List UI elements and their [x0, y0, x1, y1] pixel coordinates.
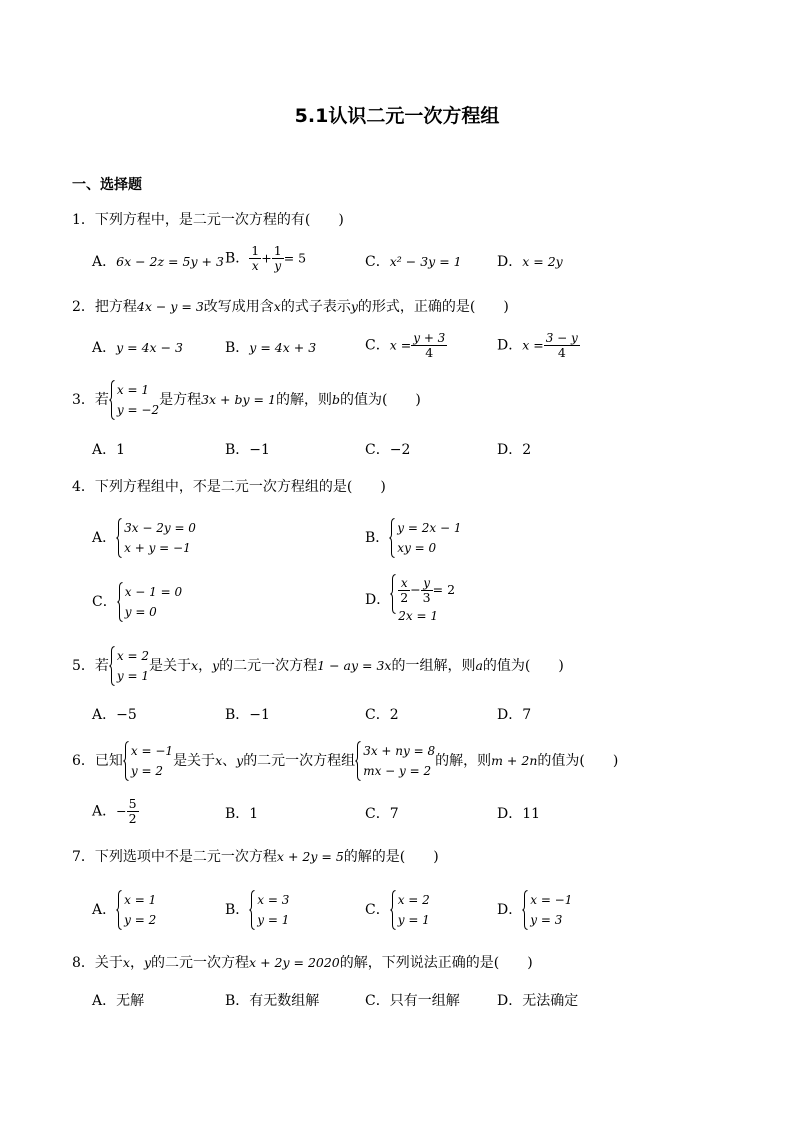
question-8-stem: 8．关于x，y的二元一次方程x + 2y = 2020的解，下列说法正确的是( ): [72, 955, 533, 971]
option-expression: y = 4x − 3: [116, 340, 183, 355]
equation-system: x = 2 y = 1: [390, 890, 430, 930]
question-5-stem: 5．若 x = 2 y = 1 是关于x，y的二元一次方程1 − ay = 3x的一组解，则a的值为( ): [72, 646, 564, 686]
equation-system: y = 2x − 1 xy = 0: [389, 518, 461, 558]
question-5-option-c[interactable]: C．2: [365, 707, 399, 723]
question-1-stem: 1．下列方程中，是二元一次方程的有( ): [72, 212, 344, 228]
fraction: $\frac{5}{2}$: [128, 796, 137, 826]
question-5-option-b[interactable]: B．−1: [225, 707, 270, 723]
minus-sign: −: [116, 803, 127, 819]
equation-lhs: x =: [522, 337, 544, 353]
left-brace-icon: [117, 582, 123, 622]
question-6-option-b[interactable]: B．1: [225, 806, 259, 822]
option-label: A．: [92, 803, 117, 820]
option-label: C．: [365, 337, 390, 354]
left-brace-icon: [249, 890, 255, 930]
question-3-option-a[interactable]: A．1: [92, 442, 126, 458]
option-label: C．: [365, 902, 390, 918]
question-4-option-d[interactable]: [365, 574, 455, 626]
equation-system: x = 2 y = 1: [109, 646, 149, 686]
question-7-option-c[interactable]: [365, 890, 430, 930]
fraction: $\frac{1}{y}$: [273, 243, 282, 273]
plus-sign: +: [261, 250, 272, 266]
fraction: $\frac{1}{x}$: [251, 243, 260, 273]
equation-system: x = −1 y = 2: [123, 741, 173, 781]
question-7-option-b[interactable]: [225, 890, 289, 930]
variable: x: [273, 299, 281, 314]
equation: x + 2y = 2020: [249, 955, 340, 970]
equation: x + 2y = 5: [276, 849, 344, 864]
equation: 4x − y = 3: [136, 299, 204, 314]
equation-system: x − 1 = 0 y = 0: [117, 582, 182, 622]
equation-system: x = 1 y = −2: [109, 380, 159, 420]
question-1-option-b[interactable]: [225, 244, 306, 273]
question-7-option-d[interactable]: [497, 890, 572, 930]
equation-system: x = −1 y = 3: [522, 890, 572, 930]
option-label: D．: [497, 337, 523, 354]
left-brace-icon: [522, 890, 528, 930]
left-brace-icon: [109, 380, 115, 420]
question-3-stem: 3．若 x = 1 y = −2 是方程3x + by = 1的解，则b的值为( ): [72, 380, 421, 420]
left-brace-icon: [109, 646, 115, 686]
question-3-option-d[interactable]: D．2: [497, 442, 532, 458]
variable: b: [331, 391, 340, 407]
option-label: B．: [225, 250, 250, 267]
question-5-option-d[interactable]: D．7: [497, 707, 532, 723]
question-5-option-a[interactable]: A．−5: [92, 707, 137, 723]
equation-system: $\frac{x}{2}$ − $\frac{y}{3}$ = 2 2x = 1: [390, 574, 455, 626]
option-label: A．: [92, 254, 117, 270]
equation-system: 3x + ny = 8 mx − y = 2: [355, 741, 435, 781]
question-3-option-b[interactable]: B．−1: [225, 442, 270, 458]
section-heading: 一、选择题: [72, 177, 142, 193]
question-6-option-c[interactable]: C．7: [365, 806, 399, 822]
option-label: B．: [365, 530, 390, 546]
question-7-stem: 7．下列选项中不是二元一次方程x + 2y = 5的解的是( ): [72, 849, 439, 865]
equation-system: 3x − 2y = 0 x + y = −1: [116, 518, 196, 558]
option-label: B．: [225, 340, 250, 356]
option-expression: x = 2y: [522, 254, 563, 269]
left-brace-icon: [355, 741, 361, 781]
option-label: A．: [92, 340, 117, 356]
left-brace-icon: [389, 518, 395, 558]
option-expression: y = 4x + 3: [249, 340, 317, 355]
question-2-option-d[interactable]: [497, 331, 580, 360]
equation-system: x = 1 y = 2: [116, 890, 156, 930]
option-label: C．: [365, 254, 390, 270]
question-7-option-a[interactable]: [92, 890, 156, 930]
option-expression: x² − 3y = 1: [389, 254, 462, 269]
question-1-option-a[interactable]: [92, 255, 224, 269]
question-6-option-d[interactable]: D．11: [497, 806, 541, 822]
option-expression: 6x − 2z = 5y + 3: [116, 254, 224, 269]
question-8-option-a[interactable]: A．无解: [92, 993, 145, 1009]
fraction: $\frac{3 - y}{4}$: [545, 331, 578, 360]
question-4-option-c[interactable]: [92, 582, 182, 622]
fraction: $\frac{y + 3}{4}$: [413, 331, 446, 360]
question-2-option-c[interactable]: [365, 331, 447, 360]
equation-rhs: = 5: [283, 250, 307, 266]
question-1-option-c[interactable]: [365, 255, 462, 269]
option-label: D．: [497, 902, 523, 918]
left-brace-icon: [390, 574, 396, 614]
option-label: A．: [92, 530, 117, 546]
question-3-option-c[interactable]: C．−2: [365, 442, 411, 458]
expression: m + 2n: [491, 752, 538, 768]
question-8-option-b[interactable]: B．有无数组解: [225, 993, 320, 1009]
left-brace-icon: [116, 890, 122, 930]
question-8-option-c[interactable]: C．只有一组解: [365, 993, 460, 1009]
option-label: D．: [365, 592, 391, 608]
question-6-stem: 6．已知 x = −1 y = 2 是关于x、y的二元一次方程组 3x + ny = 8 mx − y = 2 的解，则m + 2n的值为( ): [72, 741, 618, 781]
option-label: A．: [92, 902, 117, 918]
option-label: B．: [225, 902, 250, 918]
equation-lhs: x =: [389, 337, 412, 353]
question-2-option-b[interactable]: [225, 341, 316, 355]
fraction: $\frac{x}{2}$: [400, 576, 409, 605]
option-label: C．: [92, 594, 117, 610]
question-2-stem: 2．把方程4x − y = 3改写成用含x的式子表示y的形式，正确的是( ): [72, 299, 509, 315]
option-label: D．: [497, 254, 523, 270]
question-1-option-d[interactable]: [497, 255, 563, 269]
fraction: $\frac{y}{3}$: [422, 576, 431, 605]
left-brace-icon: [123, 741, 129, 781]
question-2-option-a[interactable]: [92, 341, 183, 355]
question-4-option-a[interactable]: [92, 518, 196, 558]
equation: 3x + by = 1: [201, 391, 276, 407]
question-4-option-b[interactable]: [365, 518, 461, 558]
left-brace-icon: [116, 518, 122, 558]
question-8-option-d[interactable]: D．无法确定: [497, 993, 579, 1009]
question-6-option-a[interactable]: [92, 797, 139, 826]
question-4-stem: 4．下列方程组中，不是二元一次方程组的是( ): [72, 479, 386, 495]
page-title: 5.1认识二元一次方程组: [294, 105, 500, 127]
left-brace-icon: [390, 890, 396, 930]
variable: y: [350, 299, 358, 314]
equation: 1 − ay = 3x: [317, 657, 392, 673]
equation-system: x = 3 y = 1: [249, 890, 289, 930]
